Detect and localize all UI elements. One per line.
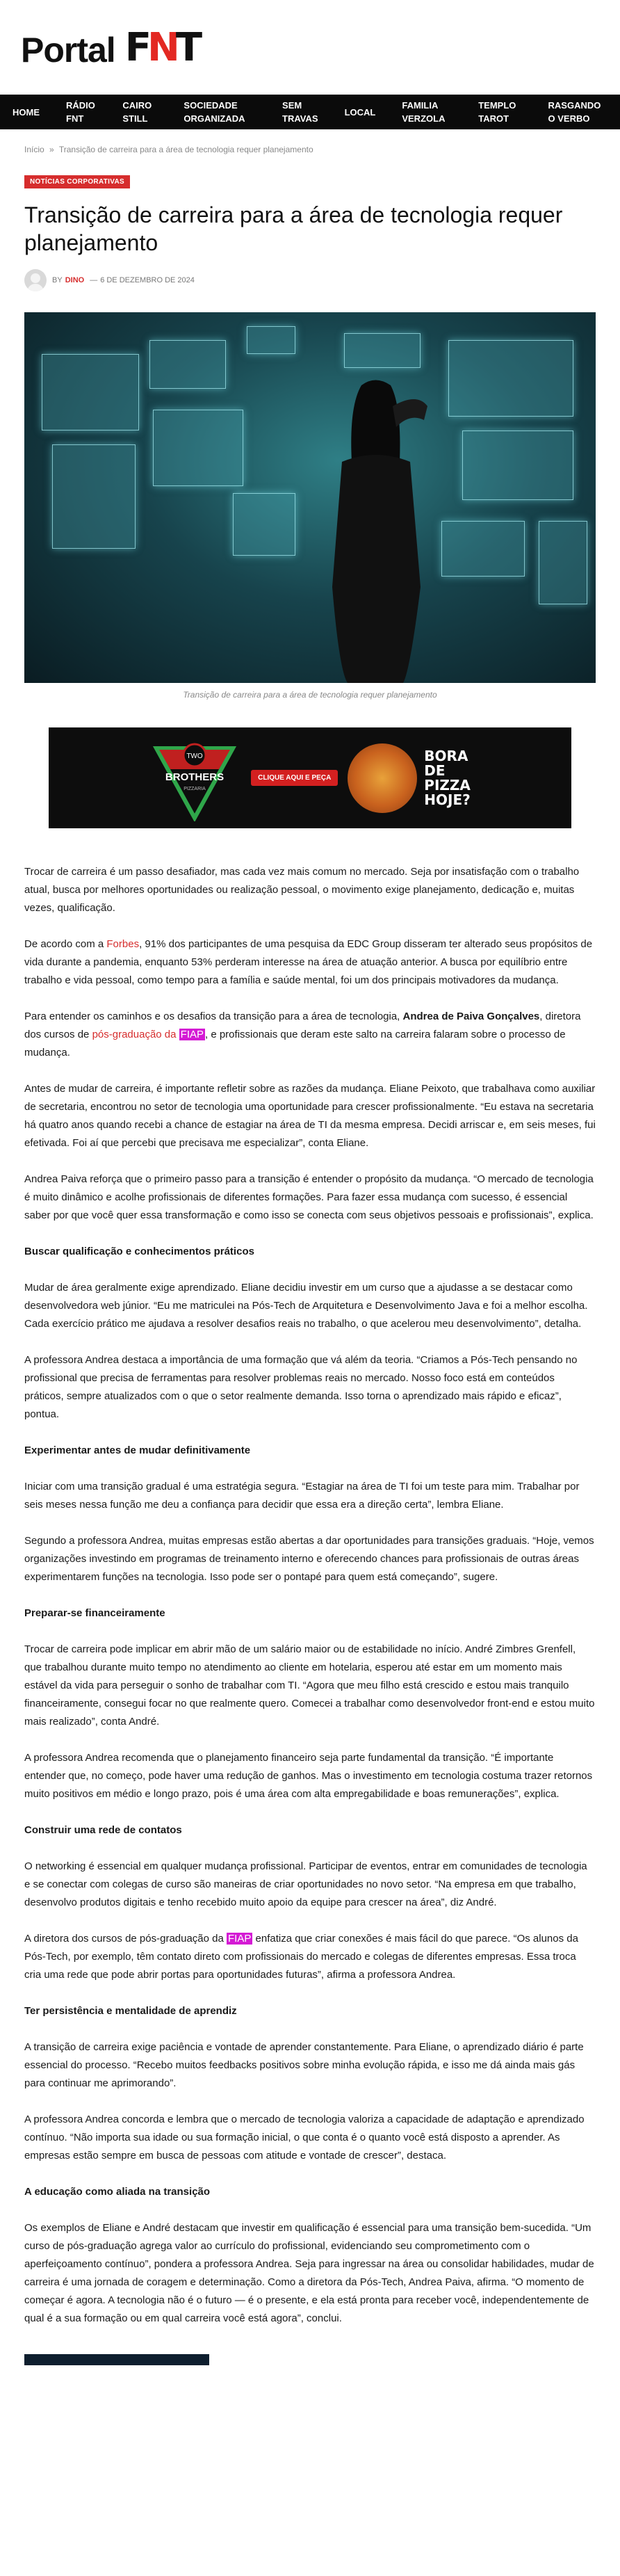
paragraph: Iniciar com uma transição gradual é uma estratégia segura. “Estagiar na área de TI foi um teste para mim. Trabalhar por seis meses nessa função me deu a confiança para decidir que essa era a direção certa”, lembra Eliane.	[24, 1481, 580, 1511]
svg-text:BROTHERS: BROTHERS	[165, 771, 225, 783]
paragraph: A transição de carreira exige paciência e vontade de aprender constantemente. Para Eliane, o aprendizado diário é parte essencial do processo. “Recebo muitos feedbacks positivos sobre minha evolução rápida, e isso me dá ainda mais gás para continuar me aprimorando”.	[24, 2041, 584, 2089]
article-meta	[24, 269, 596, 291]
pizzeria-logo	[149, 734, 240, 821]
breadcrumb	[24, 145, 596, 154]
article-date: 6 DE DEZEMBRO DE 2024	[100, 276, 195, 284]
main-content	[0, 145, 620, 2365]
paragraph: O networking é essencial em qualquer mudança profissional. Participar de eventos, entrar em comunidades de tecnologia e se conectar com colegas de curso são maneiras de criar oportunidades no novo setor. “Na empresa em que trabalho, desenvolvo produtos digitais e tenho recebido muito apoio da equipe para crescer na área”, diz André.	[24, 1860, 587, 1908]
forbes-link[interactable]: Forbes	[106, 938, 140, 950]
breadcrumb-home[interactable]: Início	[24, 145, 44, 154]
featured-image	[24, 312, 596, 683]
paragraph: Trocar de carreira é um passo desafiador, mas cada vez mais comum no mercado. Seja por insatisfação com o trabalho atual, busca por melhores oportunidades ou realização pessoal, o movimento exige planejamento, dedicação e, muitas vezes, qualificação.	[24, 866, 580, 914]
main-nav	[0, 95, 620, 129]
fiap-highlight[interactable]: FIAP	[228, 1933, 252, 1945]
nav-item-templo-tarot[interactable]: TEMPLO TAROT	[478, 100, 516, 124]
paragraph: A professora Andrea recomenda que o planejamento financeiro seja parte fundamental da transição. “É importante entender que, no começo, pode haver uma redução de ganhos. Mas o investimento em tecnologia costuma trazer retornos muito positivos em médio e longo prazo, pois é uma área com alta empregabilidade e boas remunerações”, explica.	[24, 1752, 593, 1800]
paragraph: Antes de mudar de carreira, é importante refletir sobre as razões da mudança. Eliane Peixoto, que trabalhava como auxiliar de secretaria, encontrou no setor de tecnologia uma oportunidade para crescer profissionalmente. “Eu estava na secretaria há quatro anos quando recebi a chance de estagiar na área de TI da mesma empresa. Decidi arriscar e, em seis meses, fui efetivada. Foi aí que percebi que precisava me especializar”, conta Eliane.	[24, 1083, 596, 1149]
site-header	[0, 0, 620, 95]
bold-name: Andrea de Paiva Gonçalves	[402, 1011, 540, 1022]
svg-text:TWO: TWO	[186, 752, 203, 760]
meta-dash: —	[90, 276, 98, 284]
paragraph: Para entender os caminhos e os desafios da transição para a área de tecnologia, Andrea de Paiva Gonçalves, diretora dos cursos de pós-graduação da FIAP , e profissionais que deram este salto na carreira falaram sobre o processo de mudança.	[24, 1011, 581, 1058]
paragraph: A professora Andrea destaca a importância de uma formação que vá além da teoria. “Criamos a Pós-Tech pensando no profissional que precisa de ferramentas para resolver problemas reais no mercado. Nosso foco está em conteúdos práticos, sempre atualizados com o que o setor realmente demanda. Isso torna o aprendizado mais rápido e eficaz”, pontua.	[24, 1354, 578, 1420]
paragraph: Andrea Paiva reforça que o primeiro passo para a transição é entender o propósito da mudança. “O mercado de tecnologia é muito dinâmico e acolhe profissionais de diferentes formações. Para fazer essa mudança com sucesso, é essencial saber por que você quer essa transformação e como isso se conecta com seus objetivos pessoais e profissionais”, explica.	[24, 1173, 594, 1221]
pos-graduacao-link[interactable]: pós-graduação da FIAP	[92, 1029, 204, 1040]
logo-text: Portal	[21, 30, 115, 70]
fiap-highlight: FIAP	[180, 1029, 204, 1040]
pizza-ad-banner[interactable]	[49, 727, 571, 828]
nav-item-familia-verzola[interactable]: FAMILIA VERZOLA	[402, 100, 446, 124]
nav-item-sociedade-organizada[interactable]: SOCIEDADE ORGANIZADA	[183, 100, 245, 124]
nav-item-radio-fnt[interactable]: RÁDIO FNT	[66, 100, 95, 124]
woman-silhouette	[306, 378, 445, 683]
section-heading: Ter persistência e mentalidade de aprendiz	[24, 2005, 237, 2017]
ad-cta-button[interactable]: CLIQUE AQUI E PEÇA	[251, 770, 338, 786]
breadcrumb-separator: »	[49, 145, 54, 154]
paragraph: Mudar de área geralmente exige aprendizado. Eliane decidiu investir em um curso que a ajudasse a se destacar como desenvolvedora web júnior. “Eu me matriculei na Pós-Tech de Arquitetura e Desenvolvimento Java e foi a melhor escolha. Cada exercício prático me ajudava a resolver desafios reais no trabalho, o que acelerou meu desenvolvimento”, detalha.	[24, 1282, 588, 1330]
section-heading: Experimentar antes de mudar definitivamente	[24, 1444, 251, 1456]
author-avatar[interactable]	[24, 269, 47, 291]
breadcrumb-current: Transição de carreira para a área de tecnologia requer planejamento	[58, 145, 313, 154]
site-logo[interactable]	[21, 25, 198, 70]
paragraph: A diretora dos cursos de pós-graduação da FIAP enfatiza que criar conexões é mais fácil do que parece. “Os alunos da Pós-Tech, por exemplo, têm contato direto com profissionais do mercado e colegas de diferentes empresas. Essa troca cria uma rede que pode abrir portas para oportunidades futuras”, afirma a professora Andrea.	[24, 1933, 578, 1981]
meta-by: BY	[52, 276, 63, 284]
logo-brand: FNT	[124, 24, 199, 70]
paragraph: De acordo com a Forbes, 91% dos participantes de uma pesquisa da EDC Group disseram ter alterado seus propósitos de vida durante a pandemia, enquanto 53% perderam interesse na área de atuação anterior. A busca por equilíbrio entre trabalho e vida pessoal, como tempo para a família e saúde mental, foi um dos principais motivadores da mudança.	[24, 938, 593, 986]
section-heading: Construir uma rede de contatos	[24, 1824, 182, 1836]
nav-item-rasgando-o-verbo[interactable]: RASGANDO O VERBO	[548, 100, 601, 124]
svg-text:PIZZARIA: PIZZARIA	[183, 787, 206, 791]
paragraph: Segundo a professora Andrea, muitas empresas estão abertas a dar oportunidades para transições graduais. “Hoje, vemos organizações investindo em programas de treinamento interno e oferecendo chances para profissionais de outras áreas experimentarem funções na tecnologia. Isso pode ser o pontapé para quem está começando”, sugere.	[24, 1535, 594, 1583]
nav-item-sem-travas[interactable]: SEM TRAVAS	[282, 100, 318, 124]
category-badge[interactable]: NOTÍCIAS CORPORATIVAS	[24, 175, 130, 188]
paragraph: Os exemplos de Eliane e André destacam que investir em qualificação é essencial para uma transição bem-sucedida. “Um curso de pós-graduação agrega valor ao currículo do profissional, evidenciando seu comprometimento com o aperfeiçoamento contínuo”, pondera a professora Andrea. Seja para ingressar na área ou consolidar habilidades, mudar de carreira é uma jornada de coragem e determinação. Como a diretora da Pós-Tech, Andrea Paiva, afirma. “O momento de começar é agora. A tecnologia não é o futuro — é o presente, e ela está pronta para receber você, independentemente de qual é a sua formação ou em qual carreira você está agora”, conclui.	[24, 2222, 594, 2324]
section-heading: Preparar-se financeiramente	[24, 1607, 165, 1619]
author-link[interactable]: DINO	[65, 276, 85, 284]
article-body	[24, 863, 596, 2328]
article-title: Transição de carreira para a área de tecnologia requer planejamento	[24, 202, 563, 255]
image-caption: Transição de carreira para a área de tecnologia requer planejamento	[183, 690, 437, 700]
paragraph: Trocar de carreira pode implicar em abrir mão de um salário maior ou de estabilidade no início. André Zimbres Grenfell, que trabalhou durante muito tempo no atendimento ao cliente em hotelaria, esperou até estar em um momento mais estável da vida para perseguir o sonho de trabalhar com TI. “Agora que meu filho está crescido e estou mais tranquilo financeiramente, consegui focar no que realmente quero. Comecei a trabalhar como desenvolvedor front-end e estou muito mais realizado”, conta André.	[24, 1643, 595, 1728]
pizza-image	[348, 743, 417, 813]
nav-item-home[interactable]: HOME	[13, 106, 40, 118]
section-heading: Buscar qualificação e conhecimentos práticos	[24, 1246, 254, 1257]
bottom-dark-button[interactable]	[24, 2354, 209, 2365]
paragraph: A professora Andrea concorda e lembra que o mercado de tecnologia valoriza a capacidade de adaptação e aprendizado contínuo. “Não importa sua idade ou sua formação inicial, o que conta é o quanto você está disposto a aprender. As empresas estão sempre em busca de pessoas com atitude e vontade de crescer”, destaca.	[24, 2114, 585, 2162]
nav-item-cairo-still[interactable]: CAIRO STILL	[122, 100, 152, 124]
nav-item-local[interactable]: LOCAL	[344, 106, 376, 118]
section-heading: A educação como aliada na transição	[24, 2186, 211, 2198]
ad-headline: BORA DE PIZZA HOJE?	[424, 747, 471, 808]
